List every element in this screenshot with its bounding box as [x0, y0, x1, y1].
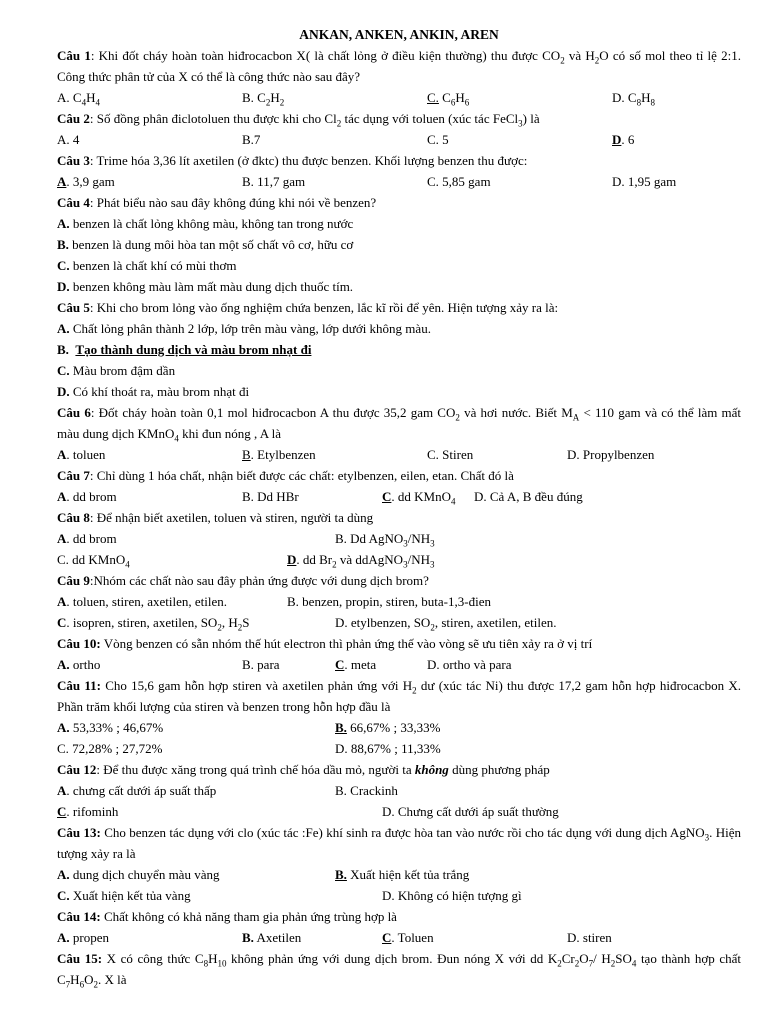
- option-d-answer: D. dd $Br_2$ và $ddAgNO_3/NH_3$: [287, 552, 435, 570]
- question-9-options-cd: [57, 612, 741, 633]
- option-a: A. dd brom: [57, 489, 117, 504]
- question-13-options-ab: [57, 864, 741, 885]
- option-b: B. para: [242, 657, 280, 672]
- question-4: Câu 4: Phát biểu nào sau đây không đúng khi nói về benzen?: [57, 195, 377, 210]
- option-b: B. Axetilen: [242, 930, 302, 945]
- option-d: D. Có khí thoát ra, màu brom nhạt đi: [57, 384, 250, 399]
- option-c: C. isopren, stiren, axetilen, $SO_2$, $H_2S$: [57, 615, 250, 633]
- question-7: Câu 7: Chỉ dùng 1 hóa chất, nhận biết được các chất: etylbenzen, eilen, etan. Chất đó là: [57, 468, 514, 483]
- option-c: C. Stiren: [427, 447, 474, 462]
- question-3-options: [57, 171, 741, 192]
- option-a: A. ortho: [57, 657, 101, 672]
- option-d: D. 1,95 gam: [612, 174, 677, 189]
- option-d: D. ortho và para: [427, 657, 512, 672]
- option-c-answer: C. $C_6H_6$: [427, 90, 470, 108]
- question-1-options: [57, 87, 741, 108]
- question-12-options-ab: [57, 780, 741, 801]
- question-2-options: [57, 129, 741, 150]
- question-11: Câu 11: Cho 15,6 gam hỗn hợp stiren và axetilen phản ứng với $H_2$ dư (xúc tác Ni) thu được 17,2 gam hỗn hợp hiđrocacbon X. Phần trăm khối lượng của stiren và benzen trong hỗn hợp đầu là: [57, 678, 742, 714]
- option-c: C. benzen là chất khí có mùi thơm: [57, 258, 237, 273]
- option-d: D. Chưng cất dưới áp suất thường: [382, 804, 559, 819]
- question-13-options-cd: [57, 885, 741, 906]
- question-9: Câu 9:Nhóm các chất nào sau đây phản ứng được với dung dịch brom?: [57, 573, 429, 588]
- option-a: A. toluen, stiren, axetilen, etilen.: [57, 594, 228, 609]
- question-7-options: [57, 486, 741, 507]
- option-a: A. dd brom: [57, 531, 117, 546]
- option-b: B. Dd HBr: [242, 489, 299, 504]
- option-c-answer: C. rifominh: [57, 804, 119, 819]
- question-14-options: [57, 927, 741, 948]
- question-6-options: [57, 444, 741, 465]
- document-title: ANKAN, ANKEN, ANKIN, AREN: [299, 27, 499, 42]
- question-1: Câu 1: Khi đốt cháy hoàn toàn hiđrocacbon X( là chất lỏng ở điều kiện thường) thu được $CO_2$ và $H_2O$ có số mol theo tỉ lệ 2:1. Công thức phân tử của X có thể là công thức nào sau đây?: [57, 48, 742, 84]
- option-a: A. propen: [57, 930, 109, 945]
- option-a: A. 4: [57, 132, 80, 147]
- option-a: A. Chất lỏng phân thành 2 lớp, lớp trên màu vàng, lớp dưới không màu.: [57, 321, 431, 336]
- question-label: Câu 1: [57, 48, 91, 63]
- option-b-answer: B. Tạo thành dung dịch và màu brom nhạt đi: [57, 342, 312, 357]
- option-b: B. Dd $AgNO_3/NH_3$: [335, 531, 435, 549]
- option-d: D. stiren: [567, 930, 612, 945]
- option-c: C. dd KMnO$_4$: [57, 552, 130, 570]
- option-c-answer: C. dd KMnO$_4$: [382, 489, 456, 507]
- option-c: C. 5,85 gam: [427, 174, 491, 189]
- question-12-options-cd: [57, 801, 741, 822]
- option-a: A. toluen: [57, 447, 106, 462]
- option-d: D. Cả A, B đều đúng: [474, 489, 583, 504]
- option-b: B. $C_2H_2$: [242, 90, 285, 108]
- question-8-options-cd: [57, 549, 741, 570]
- option-d: D. Propylbenzen: [567, 447, 655, 462]
- option-d: D. Không có hiện tượng gì: [382, 888, 522, 903]
- option-c: C. 72,28% ; 27,72%: [57, 741, 163, 756]
- question-11-options-ab: [57, 717, 741, 738]
- question-8: Câu 8: Để nhận biết axetilen, toluen và stiren, người ta dùng: [57, 510, 374, 525]
- option-b-answer: B. Xuất hiện kết tủa trắng: [335, 867, 470, 882]
- option-d: D. $C_8H_8$: [612, 90, 655, 108]
- question-2: Câu 2: Số đồng phân điclotoluen thu được khi cho $Cl_2$ tác dụng với toluen (xúc tác FeCl$_3$) là: [57, 111, 540, 129]
- option-c-answer: C. meta: [335, 657, 377, 672]
- option-d-answer: D. 6: [612, 132, 635, 147]
- question-14: Câu 14: Chất không có khả năng tham gia phản ứng trùng hợp là: [57, 909, 397, 924]
- option-b: B. 11,7 gam: [242, 174, 306, 189]
- option-a: A. benzen là chất lỏng không màu, không tan trong nước: [57, 216, 354, 231]
- option-b: B.7: [242, 132, 261, 147]
- question-15: Câu 15: X có công thức $C_8H_{10}$ không phản ứng với dung dịch brom. Đun nóng X với dd $K_2Cr_2O_7/$ $H_2SO_4$ tạo thành hợp chất $C_7H_6O_2$. X là: [57, 951, 742, 990]
- option-c-answer: C. Toluen: [382, 930, 434, 945]
- option-a: A. dung dịch chuyển màu vàng: [57, 867, 220, 882]
- question-12: Câu 12: Để thu được xăng trong quá trình chế hóa dầu mỏ, người ta không dùng phương pháp: [57, 762, 550, 777]
- question-8-options-ab: [57, 528, 741, 549]
- option-c: C. 5: [427, 132, 449, 147]
- question-11-options-cd: [57, 738, 741, 759]
- option-b-answer: B. Etylbenzen: [242, 447, 316, 462]
- option-b: B. benzen là dung môi hòa tan một số chất vô cơ, hữu cơ: [57, 237, 354, 252]
- option-a-answer: A. 3,9 gam: [57, 174, 115, 189]
- option-b: B. benzen, propin, stiren, buta-1,3-đien: [287, 594, 491, 609]
- option-b-answer: B. 66,67% ; 33,33%: [335, 720, 441, 735]
- option-d: D. etylbenzen, $SO_2$, stiren, axetilen, etilen.: [335, 615, 557, 633]
- question-5: Câu 5: Khi cho brom lỏng vào ống nghiệm chứa benzen, lắc kĩ rồi để yên. Hiện tượng xảy ra là:: [57, 300, 559, 315]
- option-b: B. Crackinh: [335, 783, 398, 798]
- option-d: D. 88,67% ; 11,33%: [335, 741, 441, 756]
- option-a: A. chưng cất dưới áp suất thấp: [57, 783, 217, 798]
- question-13: Câu 13: Cho benzen tác dụng với clo (xúc tác :Fe) khí sinh ra được hòa tan vào nước rồi cho tác dụng với dung dịch AgNO$_3$. Hiện tượng xảy ra là: [57, 825, 741, 861]
- option-d: D. benzen không màu làm mất màu dung dịch thuốc tím.: [57, 279, 354, 294]
- question-6: Câu 6: Đốt cháy hoàn toàn 0,1 mol hiđrocacbon A thu được 35,2 gam $CO_2$ và hơi nước. Biết $M_A < 110$ gam và có thể làm mất màu dung dịch KMnO$_4$ khi đun nóng , A là: [57, 405, 742, 444]
- option-c: C. Màu brom đậm dần: [57, 363, 176, 378]
- option-c: C. Xuất hiện kết tủa vàng: [57, 888, 191, 903]
- question-10: Câu 10: Vòng benzen có sẵn nhóm thế hút electron thì phản ứng thế vào vòng sẽ ưu tiên xảy ra ở vị trí: [57, 636, 593, 651]
- question-3: Câu 3: Trime hóa 3,36 lít axetilen (ở đktc) thu được benzen. Khối lượng benzen thu được:: [57, 153, 528, 168]
- question-10-options: [57, 654, 741, 675]
- option-a: A. $C_4H_4$: [57, 90, 100, 108]
- question-9-options-ab: [57, 591, 741, 612]
- option-a: A. 53,33% ; 46,67%: [57, 720, 164, 735]
